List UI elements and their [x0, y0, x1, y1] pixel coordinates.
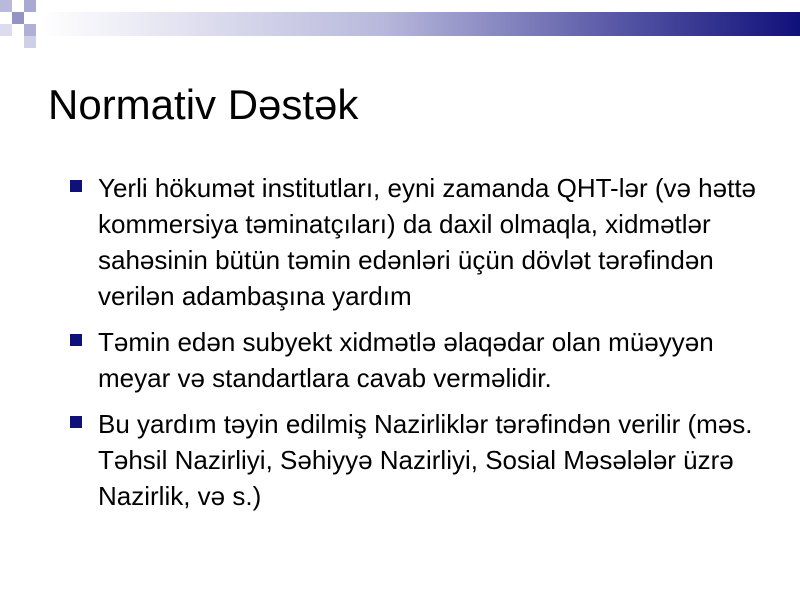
decor-square	[12, 0, 24, 12]
decor-square	[12, 24, 24, 36]
decor-square	[0, 12, 12, 24]
square-bullet-icon	[70, 180, 82, 192]
decor-square	[24, 24, 36, 36]
decor-square	[0, 0, 12, 12]
bullet-item	[70, 170, 770, 314]
bullet-text: Təmin edən subyekt xidmətlə əlaqədar olan müəyyən meyar və standartlara cavab verməlidir.	[98, 327, 714, 393]
decor-square	[24, 0, 36, 12]
header-gradient-bar	[40, 12, 800, 36]
bullet-item	[70, 406, 770, 514]
square-bullet-icon	[70, 416, 82, 428]
bullet-text: Bu yardım təyin edilmiş Nazirliklər tərəfindən verilir (məs. Təhsil Nazirliyi, Səhiyyə Nazirliyi, Sosial Məsələlər üzrə Nazirlik, və s.)	[98, 409, 753, 511]
bullet-item	[70, 324, 770, 396]
decor-square	[24, 12, 36, 24]
decor-square	[12, 12, 24, 24]
decor-square	[0, 24, 12, 36]
square-bullet-icon	[70, 334, 82, 346]
decor-square	[24, 36, 36, 48]
slide-title: Normativ Dəstək	[48, 81, 359, 128]
bullet-text: Yerli hökumət institutları, eyni zamanda QHT-lər (və həttə kommersiya təminatçıları) da daxil olmaqla, xidmətlər sahəsinin bütün təmin edənləri üçün dövlət tərəfindən verilən adambaşına yardım	[98, 173, 756, 311]
bullet-list	[70, 170, 770, 524]
